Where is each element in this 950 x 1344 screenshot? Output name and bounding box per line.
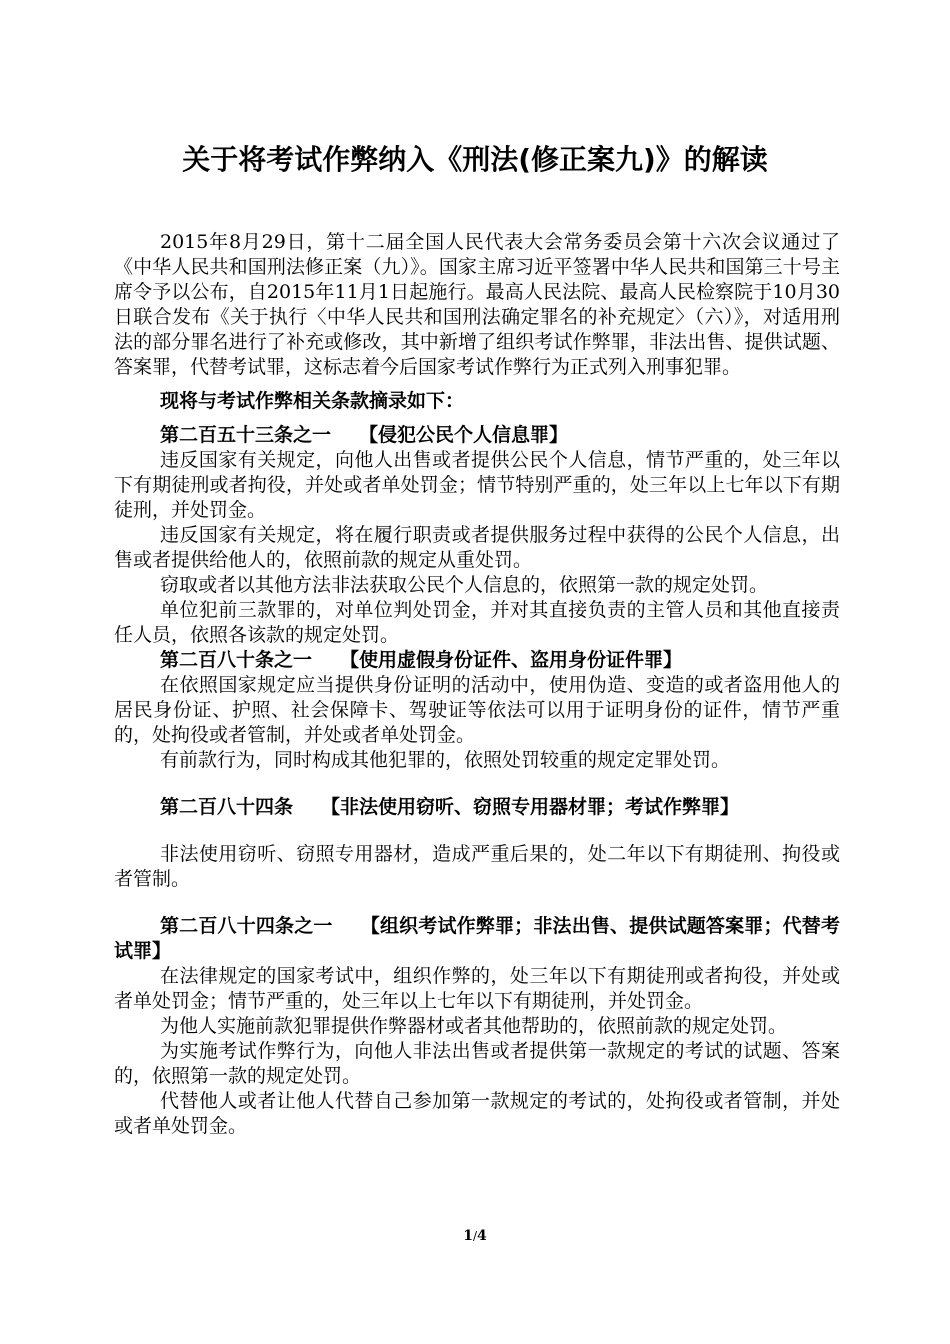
document-body [114, 230, 840, 1139]
article-paragraph: 非法使用窃听、窃照专用器材，造成严重后果的，处二年以下有期徒刑、拘役或者管制。 [114, 843, 840, 890]
article-paragraph: 违反国家有关规定，向他人出售或者提供公民个人信息，情节严重的，处三年以下有期徒刑或者拘役，并处或者单处罚金；情节特别严重的，处三年以上七年以下有期徒刑，并处罚金。 [114, 449, 840, 521]
article-paragraph: 在依照国家规定应当提供身份证明的活动中，使用伪造、变造的或者盗用他人的居民身份证、护照、社会保障卡、驾驶证等依法可以用于证明身份的证件，情节严重的，处拘役或者管制，并处或者单处罚金。 [114, 674, 840, 746]
article-paragraph: 代替他人或者让他人代替自己参加第一款规定的考试的，处拘役或者管制，并处或者单处罚金。 [114, 1090, 840, 1137]
article-number: 第二百五十三条之一 [160, 424, 332, 446]
article-paragraph: 为他人实施前款犯罪提供作弊器材或者其他帮助的，依照前款的规定处罚。 [160, 1015, 788, 1037]
excerpt-lead: 现将与考试作弊相关条款摘录如下： [160, 390, 465, 412]
article-paragraph: 为实施考试作弊行为，向他人非法出售或者提供第一款规定的考试的试题、答案的，依照第一款的规定处罚。 [114, 1040, 840, 1087]
intro-paragraph: 2015年8月29日，第十二届全国人民代表大会常务委员会第十六次会议通过了《中华人民共和国刑法修正案（九）》。国家主席习近平签署中华人民共和国第三十号主席令予以公布，自2015年11月1日起施行。最高人民法院、最高人民检察院于10月30日联合发布《关于执行〈中华人民共和国刑法确定罪名的补充规定〉（六）》，对适用刑法的部分罪名进行了补充或修改，其中新增了组织考试作弊罪，非法出售、提供试题、答案罪，代替考试罪，这标志着今后国家考试作弊行为正式列入刑事犯罪。 [114, 231, 840, 378]
article-paragraph: 单位犯前三款罪的，对单位判处罚金，并对其直接负责的主管人员和其他直接责任人员，依照各该款的规定处罚。 [114, 599, 840, 646]
article-crime-name: 【使用虚假身份证件、盗用身份证件罪】 [340, 649, 683, 671]
article-heading [114, 795, 840, 820]
current-page: 1 [463, 1228, 473, 1244]
article-paragraph: 有前款行为，同时构成其他犯罪的，依照处罚较重的规定定罪处罚。 [160, 749, 731, 771]
document-title: 关于将考试作弊纳入《刑法(修正案九)》的解读 [182, 143, 768, 176]
page-separator: / [472, 1229, 478, 1243]
article-paragraph: 在法律规定的国家考试中，组织作弊的，处三年以下有期徒刑或者拘役，并处或者单处罚金；情节严重的，处三年以上七年以下有期徒刑，并处罚金。 [114, 965, 840, 1012]
article-paragraph: 窃取或者以其他方法非法获取公民个人信息的，依照第一款的规定处罚。 [160, 574, 769, 596]
article-crime-name: 【非法使用窃听、窃照专用器材罪；考试作弊罪】 [321, 796, 740, 818]
article-heading [114, 423, 840, 448]
article-paragraph: 违反国家有关规定，将在履行职责或者提供服务过程中获得的公民个人信息，出售或者提供给他人的，依照前款的规定从重处罚。 [114, 524, 840, 571]
article-heading [114, 648, 840, 673]
article-number: 第二百八十四条 [160, 796, 294, 818]
article-number: 第二百八十条之一 [160, 649, 313, 671]
page-number [0, 1228, 950, 1244]
total-pages: 4 [477, 1228, 487, 1244]
article-heading [114, 914, 840, 964]
article-number: 第二百八十四条之一 [160, 915, 333, 937]
article-crime-name: 【侵犯公民个人信息罪】 [359, 424, 569, 446]
article-crime-name: 【组织考试作弊罪；非法出售、提供试题答案罪；代替考试罪】 [114, 915, 840, 962]
